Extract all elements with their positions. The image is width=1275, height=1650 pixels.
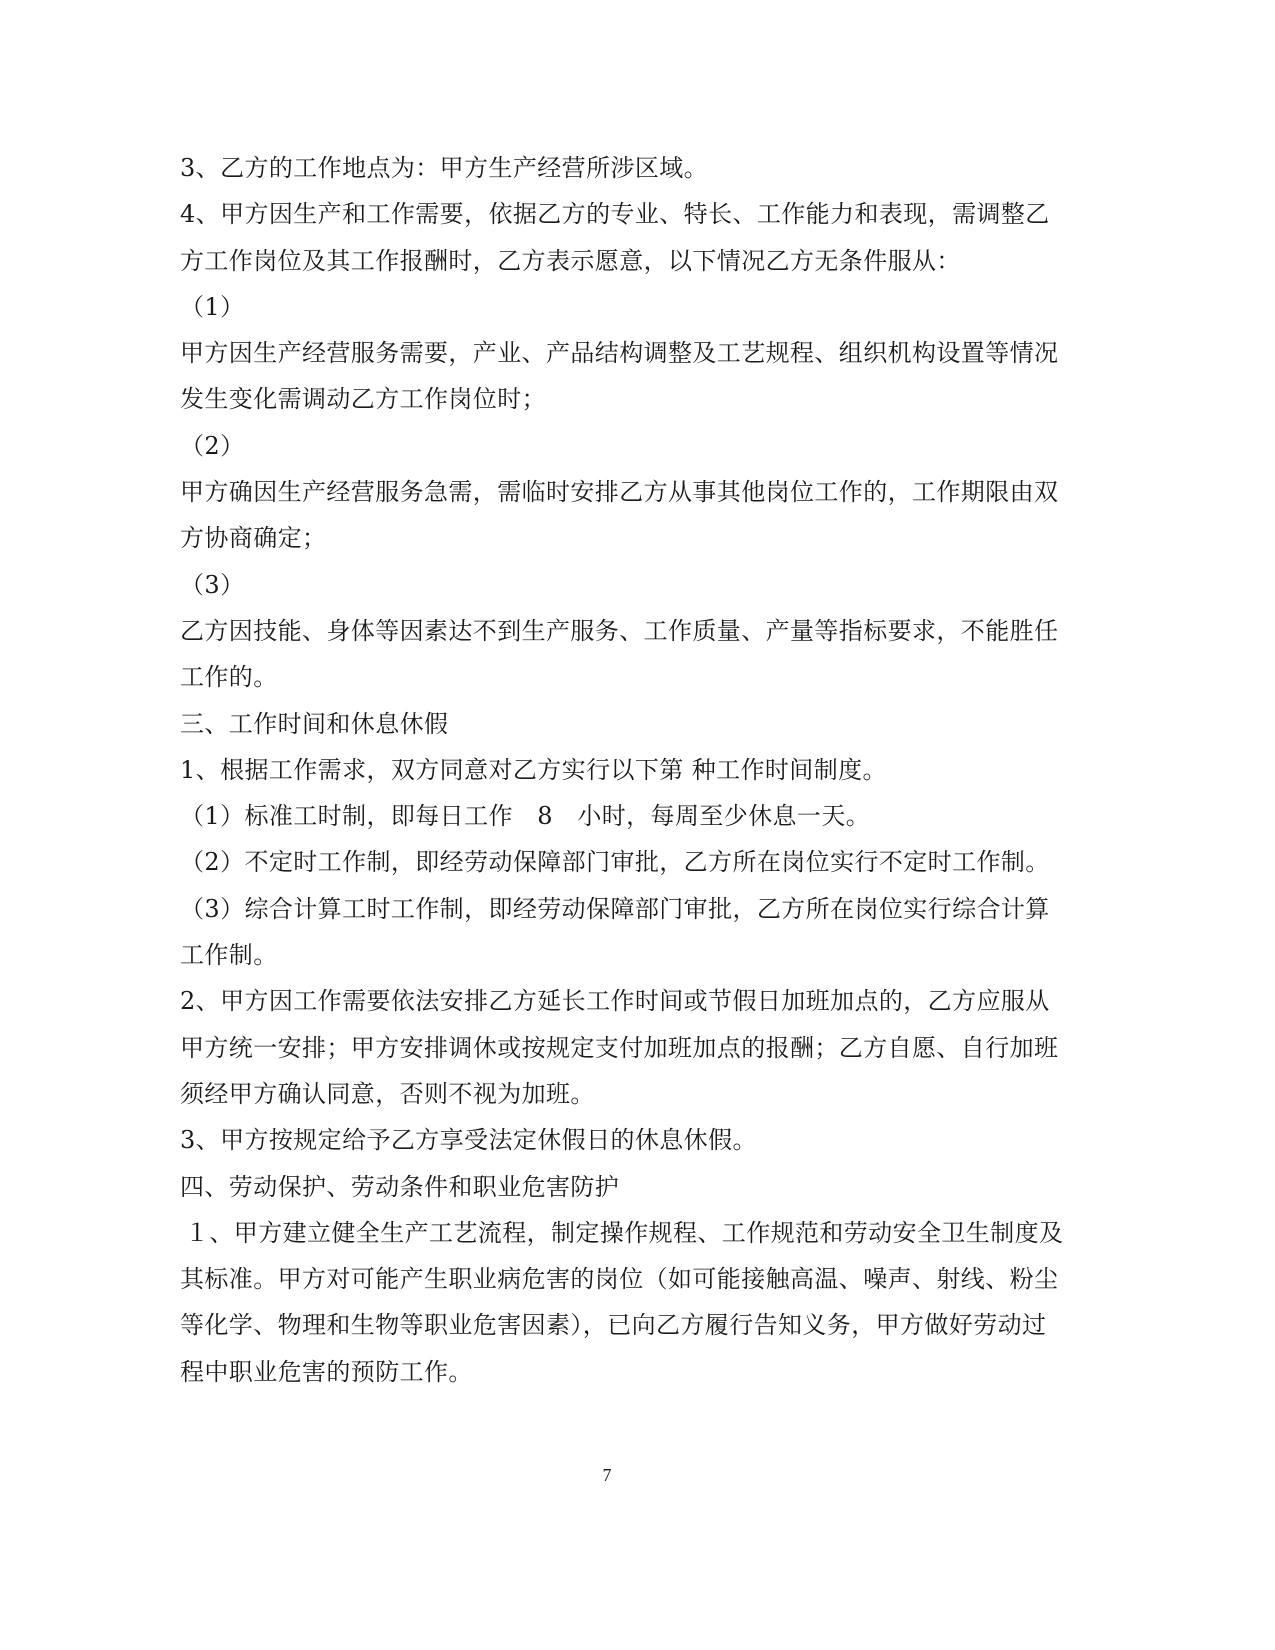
text-line: 须经甲方确认同意，否则不视为加班。	[180, 1079, 595, 1108]
text-line: 甲方统一安排；甲方安排调休或按规定支付加班加点的报酬；乙方自愿、自行加班	[180, 1033, 1059, 1062]
text-line: 3、甲方按规定给予乙方享受法定休假日的休息休假。	[180, 1126, 757, 1155]
text-line: 2、甲方因工作需要依法安排乙方延长工作时间或节假日加班加点的，乙方应服从	[180, 987, 1050, 1016]
text-line: 1、根据工作需求，双方同意对乙方实行以下第 种工作时间制度。	[180, 755, 887, 784]
page-number: 7	[602, 1465, 612, 1485]
text-line: 工作制。	[180, 941, 278, 970]
text-line: （3）综合计算工时工作制，即经劳动保障部门审批，乙方所在岗位实行综合计算	[180, 894, 1050, 923]
text-line: 4、甲方因生产和工作需要，依据乙方的专业、特长、工作能力和表现，需调整乙	[180, 200, 1050, 229]
text-line: 乙方因技能、身体等因素达不到生产服务、工作质量、产量等指标要求，不能胜任	[180, 616, 1059, 645]
text-line: 甲方确因生产经营服务急需，需临时安排乙方从事其他岗位工作的，工作期限由双	[180, 478, 1059, 507]
text-line: 其标准。甲方对可能产生职业病危害的岗位（如可能接触高温、噪声、射线、粉尘	[180, 1265, 1059, 1294]
body-text	[180, 145, 1064, 1395]
section-heading: 四、劳动保护、劳动条件和职业危害防护	[180, 1172, 620, 1201]
section-heading: 三、工作时间和休息休假	[180, 709, 449, 738]
text-line: （2）不定时工作制，即经劳动保障部门审批，乙方所在岗位实行不定时工作制。	[180, 848, 1050, 877]
list-marker: （2）	[180, 431, 245, 460]
list-marker: （1）	[180, 292, 245, 321]
text-line: 3、乙方的工作地点为：甲方生产经营所涉区域。	[180, 154, 709, 182]
text-line: （1）标准工时制，即每日工作 8 小时，每周至少休息一天。	[180, 802, 871, 831]
text-line: 发生变化需调动乙方工作岗位时；	[180, 385, 546, 414]
list-marker: （3）	[180, 570, 245, 599]
text-line: 等化学、物理和生物等职业危害因素），已向乙方履行告知义务，甲方做好劳动过	[180, 1311, 1047, 1340]
text-line: 工作的。	[180, 663, 278, 692]
text-line: 方协商确定；	[180, 524, 327, 553]
text-line: 甲方因生产经营服务需要，产业、产品结构调整及工艺规程、组织机构设置等情况	[180, 339, 1059, 368]
text-line: 程中职业危害的预防工作。	[180, 1357, 473, 1386]
text-line: １、甲方建立健全生产工艺流程，制定操作规程、工作规范和劳动安全卫生制度及	[185, 1218, 1064, 1247]
text-line: 方工作岗位及其工作报酬时，乙方表示愿意，以下情况乙方无条件服从：	[180, 246, 961, 275]
